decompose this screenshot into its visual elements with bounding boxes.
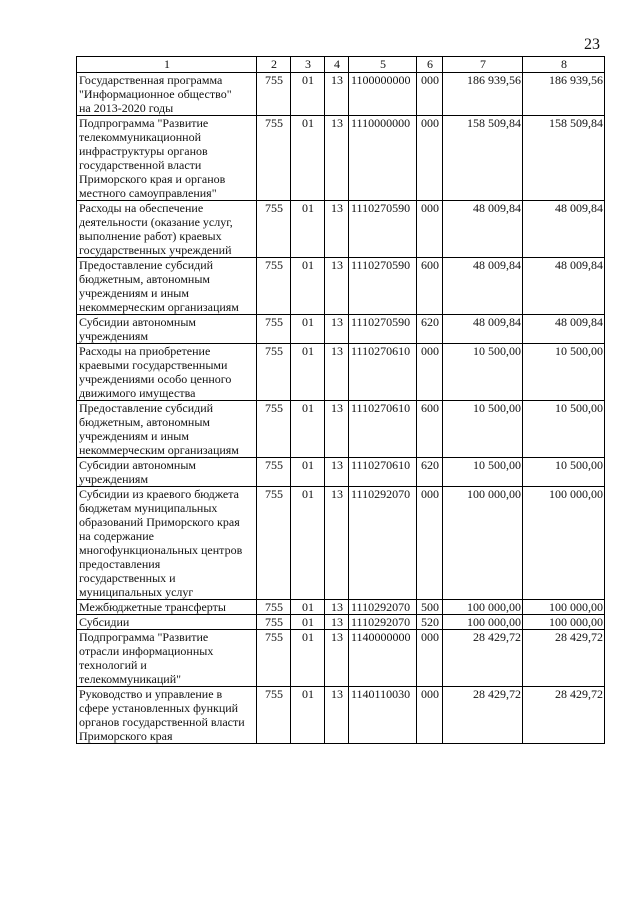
table-row [77, 615, 605, 630]
amount-cell-7: 100 000,00 [443, 615, 523, 630]
subsection-code-cell: 13 [325, 615, 349, 630]
page-number: 23 [584, 36, 600, 53]
expense-type-cell: 000 [417, 201, 443, 258]
budget-table [76, 56, 605, 744]
subsection-code-cell: 13 [325, 687, 349, 744]
section-code-cell: 01 [291, 600, 325, 615]
section-code-cell: 01 [291, 258, 325, 315]
ministry-code-cell: 755 [257, 487, 291, 600]
amount-cell-8: 10 500,00 [523, 344, 605, 401]
expense-type-cell: 620 [417, 458, 443, 487]
header-cell-2: 2 [257, 57, 291, 73]
row-name-cell: Субсидии [77, 615, 257, 630]
expense-type-cell: 600 [417, 401, 443, 458]
target-article-cell: 1140110030 [349, 687, 417, 744]
section-code-cell: 01 [291, 73, 325, 116]
target-article-cell: 1110292070 [349, 600, 417, 615]
target-article-cell: 1110270610 [349, 344, 417, 401]
section-code-cell: 01 [291, 315, 325, 344]
expense-type-cell: 000 [417, 687, 443, 744]
ministry-code-cell: 755 [257, 600, 291, 615]
header-cell-1: 1 [77, 57, 257, 73]
ministry-code-cell: 755 [257, 315, 291, 344]
amount-cell-8: 48 009,84 [523, 201, 605, 258]
amount-cell-8: 10 500,00 [523, 401, 605, 458]
section-code-cell: 01 [291, 458, 325, 487]
ministry-code-cell: 755 [257, 344, 291, 401]
row-name-cell: Государственная программа "Информационное общество" на 2013-2020 годы [77, 73, 257, 116]
subsection-code-cell: 13 [325, 630, 349, 687]
target-article-cell: 1140000000 [349, 630, 417, 687]
ministry-code-cell: 755 [257, 116, 291, 201]
target-article-cell: 1110270590 [349, 201, 417, 258]
amount-cell-7: 10 500,00 [443, 458, 523, 487]
amount-cell-8: 158 509,84 [523, 116, 605, 201]
section-code-cell: 01 [291, 201, 325, 258]
amount-cell-7: 100 000,00 [443, 600, 523, 615]
row-name-cell: Расходы на приобретение краевыми государственными учреждениями особо ценного движимого имущества [77, 344, 257, 401]
header-cell-7: 7 [443, 57, 523, 73]
section-code-cell: 01 [291, 630, 325, 687]
amount-cell-7: 158 509,84 [443, 116, 523, 201]
ministry-code-cell: 755 [257, 258, 291, 315]
section-code-cell: 01 [291, 401, 325, 458]
subsection-code-cell: 13 [325, 401, 349, 458]
row-name-cell: Расходы на обеспечение деятельности (оказание услуг, выполнение работ) краевых государственных учреждений [77, 201, 257, 258]
amount-cell-7: 100 000,00 [443, 487, 523, 600]
expense-type-cell: 000 [417, 116, 443, 201]
expense-type-cell: 620 [417, 315, 443, 344]
amount-cell-7: 10 500,00 [443, 344, 523, 401]
amount-cell-7: 186 939,56 [443, 73, 523, 116]
header-cell-8: 8 [523, 57, 605, 73]
target-article-cell: 1110270610 [349, 458, 417, 487]
header-row [77, 57, 605, 73]
subsection-code-cell: 13 [325, 344, 349, 401]
expense-type-cell: 000 [417, 73, 443, 116]
section-code-cell: 01 [291, 116, 325, 201]
expense-type-cell: 520 [417, 615, 443, 630]
row-name-cell: Подпрограмма "Развитие отрасли информационных технологий и телекоммуникаций" [77, 630, 257, 687]
row-name-cell: Субсидии автономным учреждениям [77, 458, 257, 487]
row-name-cell: Субсидии автономным учреждениям [77, 315, 257, 344]
amount-cell-7: 28 429,72 [443, 687, 523, 744]
subsection-code-cell: 13 [325, 201, 349, 258]
target-article-cell: 1100000000 [349, 73, 417, 116]
subsection-code-cell: 13 [325, 315, 349, 344]
amount-cell-8: 28 429,72 [523, 630, 605, 687]
header-cell-3: 3 [291, 57, 325, 73]
table-row [77, 458, 605, 487]
table-row [77, 401, 605, 458]
expense-type-cell: 000 [417, 344, 443, 401]
expense-type-cell: 000 [417, 630, 443, 687]
amount-cell-8: 10 500,00 [523, 458, 605, 487]
table-row [77, 600, 605, 615]
amount-cell-7: 48 009,84 [443, 258, 523, 315]
row-name-cell: Предоставление субсидий бюджетным, автономным учреждениям и иным некоммерческим организациям [77, 401, 257, 458]
header-cell-4: 4 [325, 57, 349, 73]
ministry-code-cell: 755 [257, 630, 291, 687]
row-name-cell: Руководство и управление в сфере установленных функций органов государственной власти Приморского края [77, 687, 257, 744]
amount-cell-8: 100 000,00 [523, 487, 605, 600]
expense-type-cell: 000 [417, 487, 443, 600]
row-name-cell: Межбюджетные трансферты [77, 600, 257, 615]
table-row [77, 344, 605, 401]
subsection-code-cell: 13 [325, 458, 349, 487]
header-cell-5: 5 [349, 57, 417, 73]
table-row [77, 116, 605, 201]
target-article-cell: 1110000000 [349, 116, 417, 201]
table-row [77, 201, 605, 258]
amount-cell-7: 48 009,84 [443, 201, 523, 258]
ministry-code-cell: 755 [257, 73, 291, 116]
table-row [77, 315, 605, 344]
target-article-cell: 1110292070 [349, 487, 417, 600]
ministry-code-cell: 755 [257, 458, 291, 487]
ministry-code-cell: 755 [257, 687, 291, 744]
row-name-cell: Субсидии из краевого бюджета бюджетам муниципальных образований Приморского края на содержание многофункциональных центров предоставления государственных и муниципальных услуг [77, 487, 257, 600]
section-code-cell: 01 [291, 344, 325, 401]
subsection-code-cell: 13 [325, 258, 349, 315]
subsection-code-cell: 13 [325, 600, 349, 615]
amount-cell-7: 48 009,84 [443, 315, 523, 344]
subsection-code-cell: 13 [325, 73, 349, 116]
amount-cell-8: 100 000,00 [523, 615, 605, 630]
expense-type-cell: 600 [417, 258, 443, 315]
amount-cell-8: 48 009,84 [523, 258, 605, 315]
section-code-cell: 01 [291, 687, 325, 744]
target-article-cell: 1110270610 [349, 401, 417, 458]
row-name-cell: Подпрограмма "Развитие телекоммуникационной инфраструктуры органов государственной власти Приморского края и органов местного самоуправления" [77, 116, 257, 201]
table-row [77, 630, 605, 687]
subsection-code-cell: 13 [325, 116, 349, 201]
target-article-cell: 1110270590 [349, 315, 417, 344]
ministry-code-cell: 755 [257, 401, 291, 458]
amount-cell-8: 186 939,56 [523, 73, 605, 116]
target-article-cell: 1110292070 [349, 615, 417, 630]
amount-cell-7: 28 429,72 [443, 630, 523, 687]
table-row [77, 487, 605, 600]
table-row [77, 258, 605, 315]
subsection-code-cell: 13 [325, 487, 349, 600]
amount-cell-8: 48 009,84 [523, 315, 605, 344]
section-code-cell: 01 [291, 487, 325, 600]
row-name-cell: Предоставление субсидий бюджетным, автономным учреждениям и иным некоммерческим организациям [77, 258, 257, 315]
table-row [77, 73, 605, 116]
amount-cell-8: 28 429,72 [523, 687, 605, 744]
table-row [77, 687, 605, 744]
target-article-cell: 1110270590 [349, 258, 417, 315]
amount-cell-8: 100 000,00 [523, 600, 605, 615]
section-code-cell: 01 [291, 615, 325, 630]
amount-cell-7: 10 500,00 [443, 401, 523, 458]
expense-type-cell: 500 [417, 600, 443, 615]
ministry-code-cell: 755 [257, 615, 291, 630]
ministry-code-cell: 755 [257, 201, 291, 258]
header-cell-6: 6 [417, 57, 443, 73]
